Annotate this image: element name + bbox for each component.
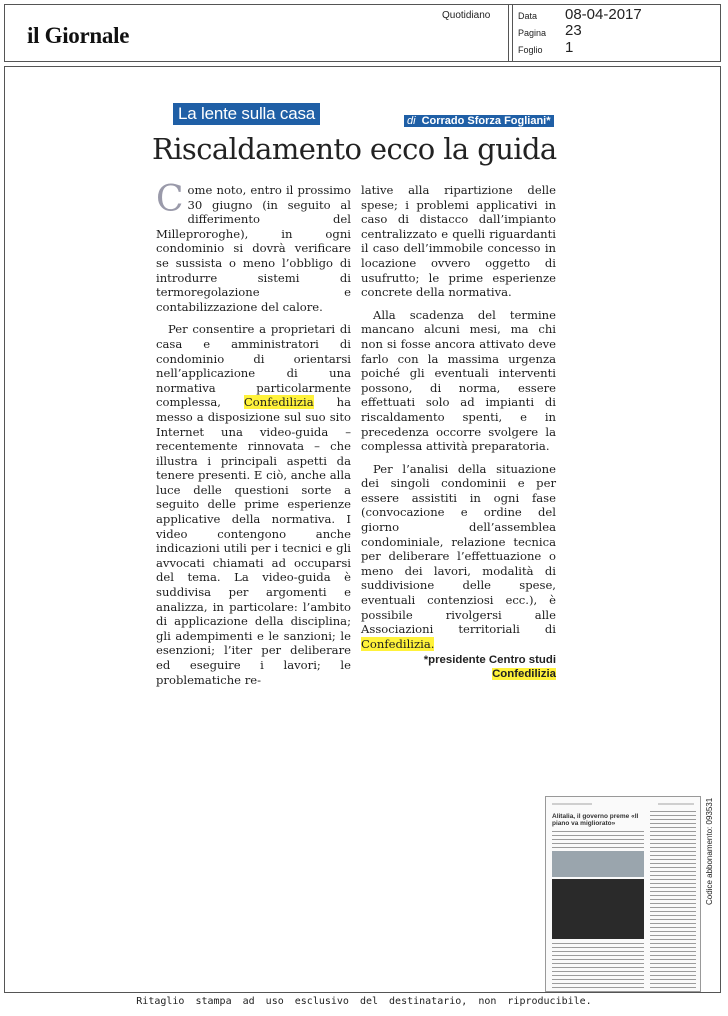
thumbnail-photo xyxy=(552,851,644,877)
subscription-code: Codice abbonamento: 093531 xyxy=(705,797,714,905)
thumbnail-text-block xyxy=(650,811,696,989)
meta-label-page: Pagina xyxy=(518,28,547,38)
paragraph-text: Per consentire a proprietari di casa e amministratori di condominio di orientarsi nell’applicazione di una normativa particolarmente complessa, xyxy=(156,322,351,410)
highlighted-keyword: Confedilizia xyxy=(492,668,556,681)
byline-prefix: di xyxy=(404,115,419,127)
paragraph xyxy=(361,462,556,652)
page-thumbnail xyxy=(545,796,701,992)
highlighted-keyword: Confedilizia xyxy=(243,395,314,410)
thumbnail-text-block xyxy=(552,831,644,849)
thumbnail-headline: Alitalia, il governo preme «Il piano va migliorato» xyxy=(552,813,639,827)
meta-value-sheet: 1 xyxy=(565,39,574,56)
paragraph-text: ha messo a disposizione sul suo sito Internet una video-guida – recentemente rinnovata – che illustra i principali aspetti da tenere presenti. E ciò, anche alla luce delle questioni sorte a seguito delle prime esperienze applicative della normativa. I video contengono anche indicazioni utili per i tecnici e gli avvocati chiamati ad occuparsi del tema. La video-guida è suddivisa per argomenti e analizza, in particolare: l’ambito di applicazione della disciplina; gli adempimenti e le sanzioni; le esenzioni; l’iter per deliberare ed eseguire i lavori; le problematiche re- xyxy=(156,395,351,687)
meta-label-sheet: Foglio xyxy=(518,45,543,55)
header-divider xyxy=(508,5,509,61)
meta-value-date: 08-04-2017 xyxy=(565,6,642,23)
article-column-1 xyxy=(156,179,351,687)
header-divider xyxy=(512,5,513,61)
newspaper-logo: il Giornale xyxy=(27,23,130,48)
drop-cap: C xyxy=(156,179,184,220)
paragraph: Alla scadenza del termine mancano alcuni mesi, ma chi non si fosse ancora attivato deve farlo con la massima urgenza poiché gli eventuali interventi possono, di norma, essere effettuati solo ad impianti di riscaldamento spenti, e in precedenza occorre svolgere la complessa attività preparatoria. xyxy=(361,307,556,454)
article-headline: Riscaldamento ecco la guida xyxy=(152,132,557,166)
paragraph: lative alla ripartizione delle spese; i problemi applicativi in caso di distacco dall’impianto centralizzato e quelli riguardanti il caso dell’immobile concesso in locazione ovvero oggetto di usufrutto; le prime esperienze concrete della normativa. xyxy=(361,183,556,300)
thumbnail-dark-box xyxy=(552,879,644,939)
paragraph-text: Per l’analisi della situazione dei singoli condominii e per essere assistiti in ogni fase (convocazione e ordine del giorno dell’assemblea condominiale, relazione tecnica per deliberare l’effettuazione o meno dei lavori, modalità di suddivisione delle spese, eventuali contenziosi ecc.), è possibile rivolgersi alle Associazioni territoriali di xyxy=(361,461,556,637)
paragraph-text: ome noto, entro il prossimo 30 giugno (in seguito al differimento del Milleproroghe), in ogni condominio si dovrà verificare se sussista o meno l’obbligo di introdurre sistemi di termoregolazione e contabilizzazione del calore. xyxy=(156,183,351,314)
author-footnote xyxy=(361,653,556,681)
footnote-text: *presidente Centro studi xyxy=(423,654,556,667)
byline-author: Corrado Sforza Fogliani* xyxy=(419,115,554,127)
thumbnail-masthead xyxy=(552,803,592,805)
paragraph xyxy=(156,322,351,687)
section-rubric: La lente sulla casa xyxy=(173,103,320,125)
paragraph xyxy=(156,179,351,314)
highlighted-keyword: Confedilizia. xyxy=(361,636,435,651)
meta-value-page: 23 xyxy=(565,22,582,39)
thumbnail-masthead xyxy=(658,803,694,805)
publication-type: Quotidiano xyxy=(442,10,491,21)
thumbnail-text-block xyxy=(552,943,644,989)
footer-notice: Ritaglio stampa ad uso esclusivo del destinatario, non riproducibile. xyxy=(136,996,592,1007)
meta-label-date: Data xyxy=(518,11,538,21)
page-header xyxy=(4,4,721,62)
byline xyxy=(404,114,554,129)
article-column-2 xyxy=(361,183,556,681)
